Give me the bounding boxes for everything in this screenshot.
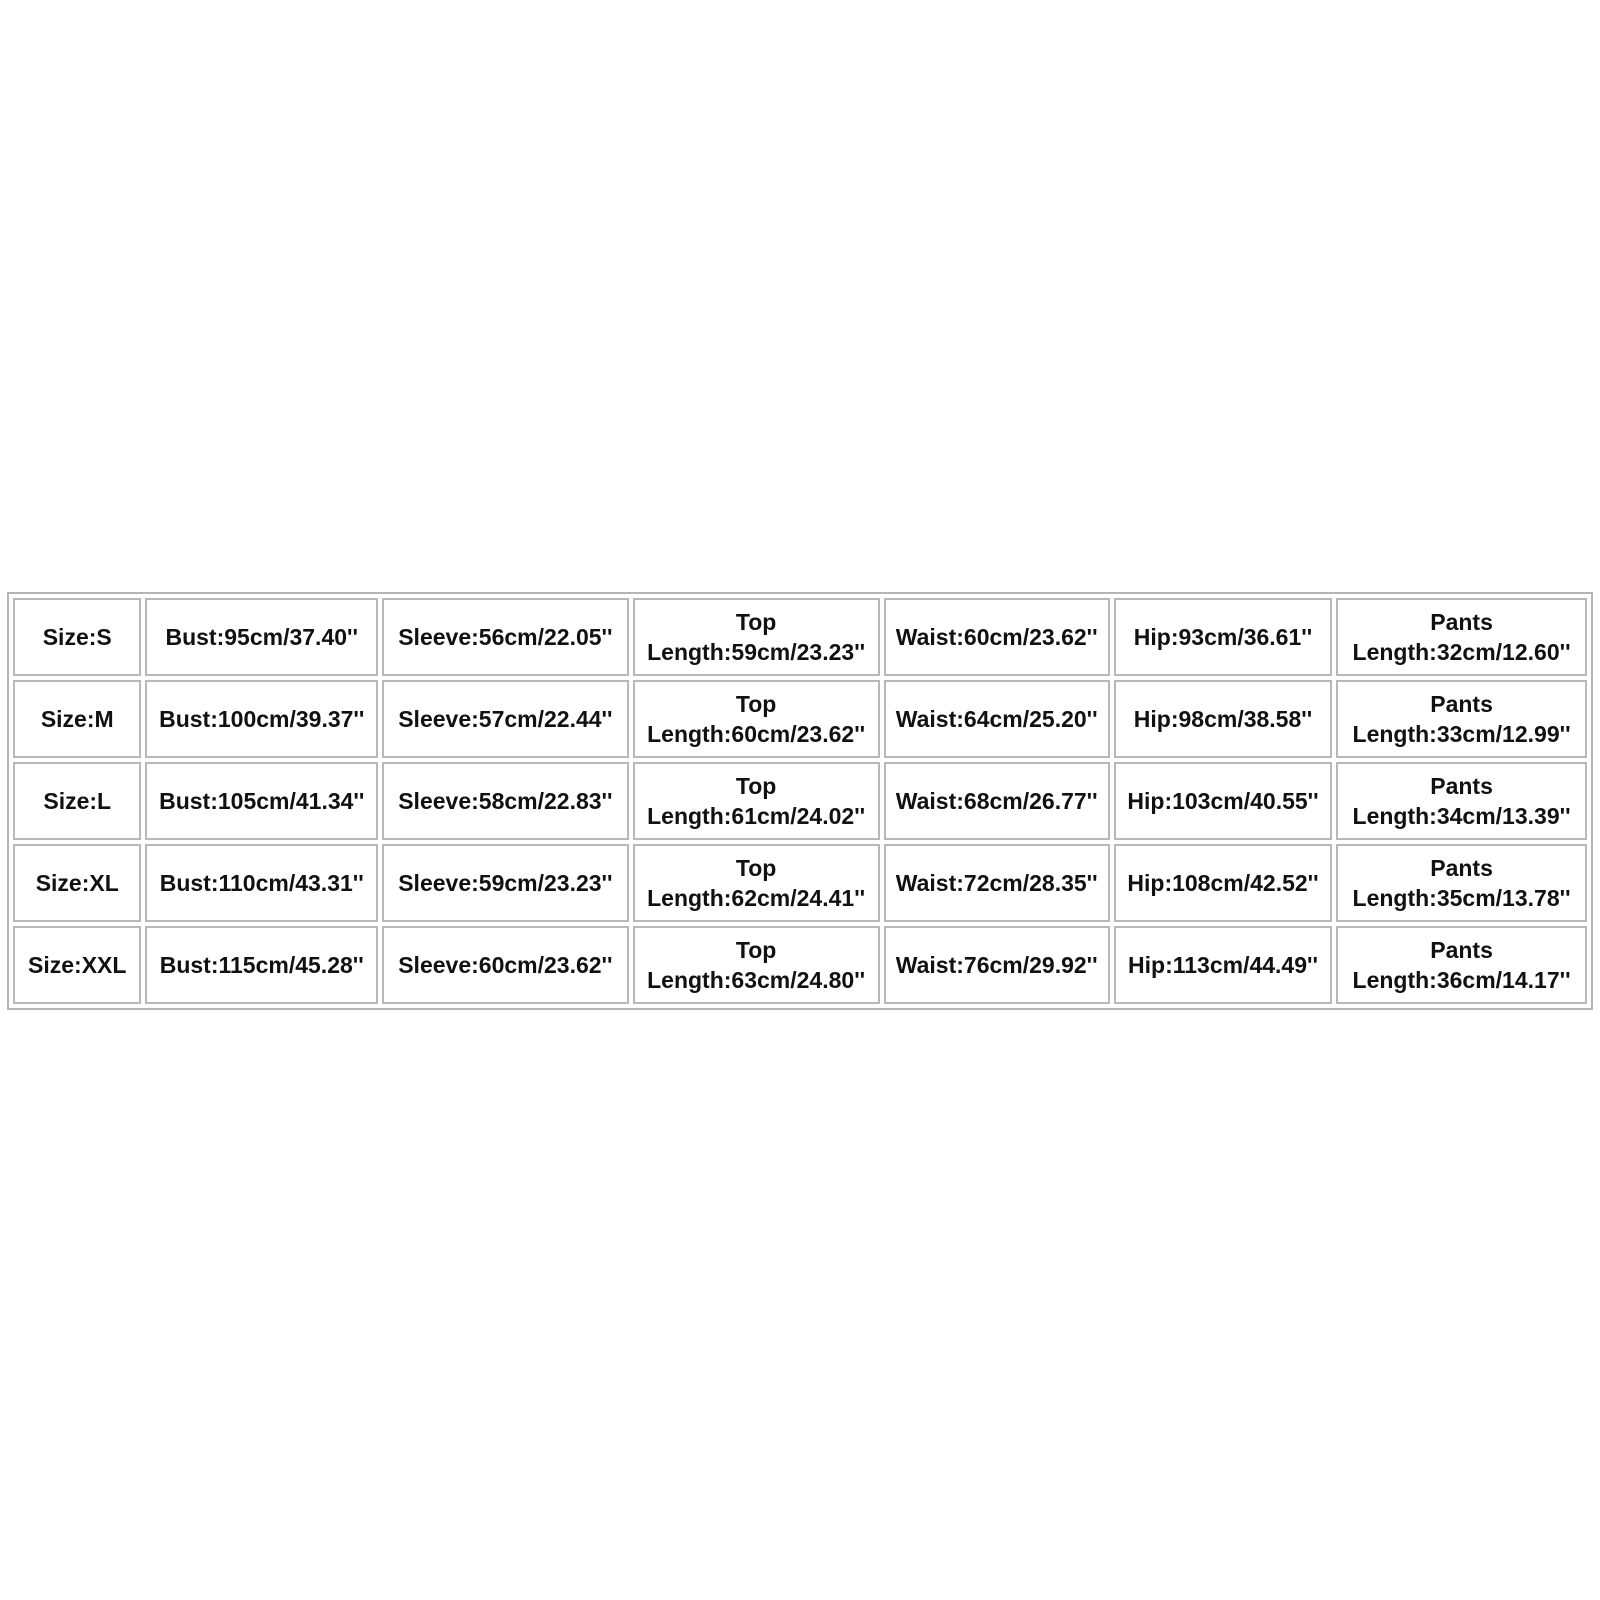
waist-cell: Waist:64cm/25.20''	[884, 680, 1110, 758]
size-chart-table	[9, 594, 1591, 1008]
bust-cell: Bust:110cm/43.31''	[145, 844, 378, 922]
size-cell: Size:L	[13, 762, 141, 840]
pants-length-cell: Pants Length:32cm/12.60''	[1336, 598, 1587, 676]
size-row-m	[13, 680, 1587, 758]
top-length-cell: Top Length:63cm/24.80''	[633, 926, 880, 1004]
pants-length-cell: Pants Length:33cm/12.99''	[1336, 680, 1587, 758]
top-length-cell: Top Length:62cm/24.41''	[633, 844, 880, 922]
size-row-xxl	[13, 926, 1587, 1004]
size-cell: Size:XL	[13, 844, 141, 922]
sleeve-cell: Sleeve:58cm/22.83''	[382, 762, 629, 840]
size-cell: Size:XXL	[13, 926, 141, 1004]
top-length-cell: Top Length:60cm/23.62''	[633, 680, 880, 758]
size-chart	[7, 592, 1593, 1010]
sleeve-cell: Sleeve:60cm/23.62''	[382, 926, 629, 1004]
hip-cell: Hip:108cm/42.52''	[1114, 844, 1332, 922]
hip-cell: Hip:113cm/44.49''	[1114, 926, 1332, 1004]
size-row-l	[13, 762, 1587, 840]
size-row-s	[13, 598, 1587, 676]
size-row-xl	[13, 844, 1587, 922]
sleeve-cell: Sleeve:57cm/22.44''	[382, 680, 629, 758]
sleeve-cell: Sleeve:56cm/22.05''	[382, 598, 629, 676]
waist-cell: Waist:68cm/26.77''	[884, 762, 1110, 840]
top-length-cell: Top Length:61cm/24.02''	[633, 762, 880, 840]
waist-cell: Waist:60cm/23.62''	[884, 598, 1110, 676]
hip-cell: Hip:98cm/38.58''	[1114, 680, 1332, 758]
top-length-cell: Top Length:59cm/23.23''	[633, 598, 880, 676]
bust-cell: Bust:95cm/37.40''	[145, 598, 378, 676]
size-cell: Size:S	[13, 598, 141, 676]
bust-cell: Bust:100cm/39.37''	[145, 680, 378, 758]
pants-length-cell: Pants Length:36cm/14.17''	[1336, 926, 1587, 1004]
pants-length-cell: Pants Length:34cm/13.39''	[1336, 762, 1587, 840]
hip-cell: Hip:93cm/36.61''	[1114, 598, 1332, 676]
waist-cell: Waist:72cm/28.35''	[884, 844, 1110, 922]
pants-length-cell: Pants Length:35cm/13.78''	[1336, 844, 1587, 922]
bust-cell: Bust:105cm/41.34''	[145, 762, 378, 840]
waist-cell: Waist:76cm/29.92''	[884, 926, 1110, 1004]
size-cell: Size:M	[13, 680, 141, 758]
hip-cell: Hip:103cm/40.55''	[1114, 762, 1332, 840]
bust-cell: Bust:115cm/45.28''	[145, 926, 378, 1004]
sleeve-cell: Sleeve:59cm/23.23''	[382, 844, 629, 922]
